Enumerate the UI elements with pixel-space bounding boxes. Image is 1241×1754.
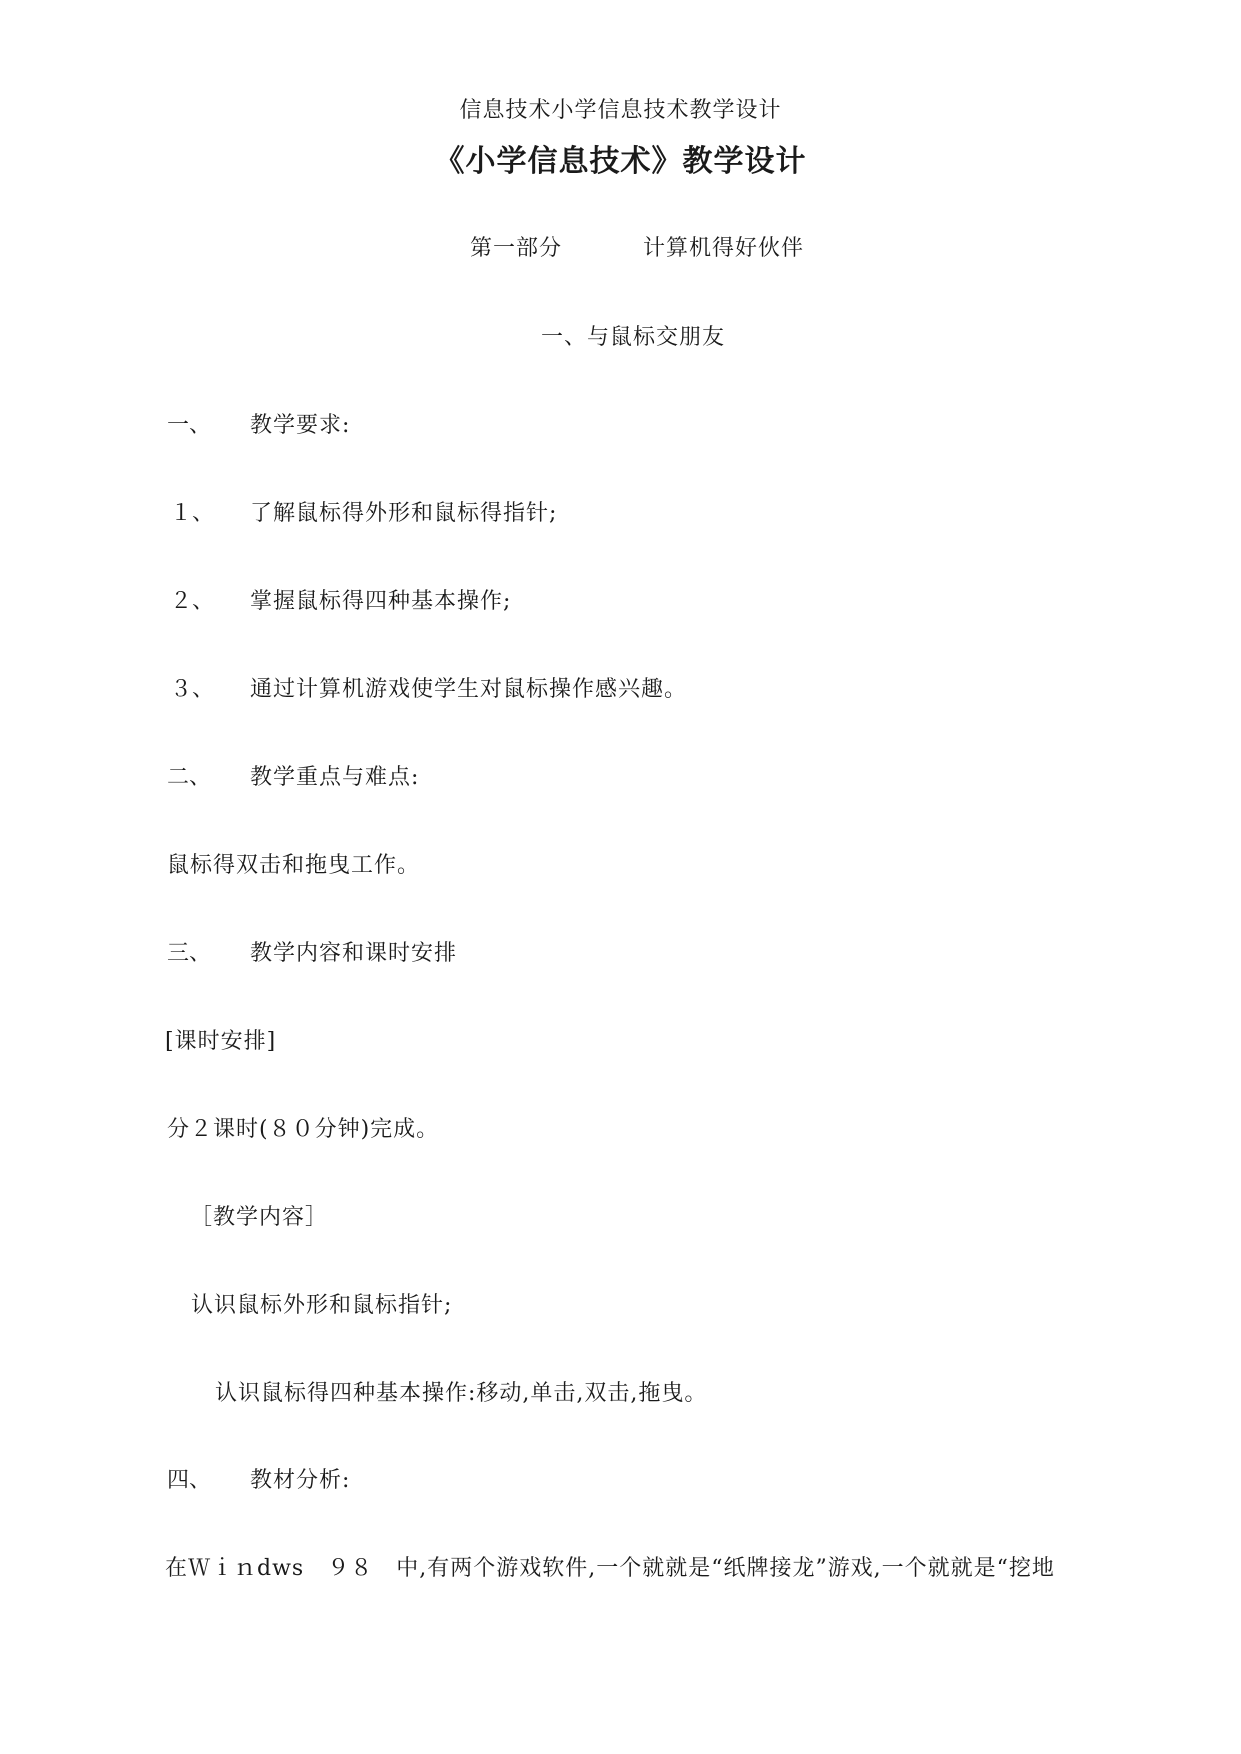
section-2-body: 鼠标得双击和拖曳工作。 [167,853,421,878]
part-name: 计算机得好伙伴 [643,236,805,261]
list-item-3-number: ３、 [170,677,215,702]
part-label: 第一部分 [470,236,563,261]
section-2-heading: 教学重点与难点: [250,765,420,790]
lesson-title: 一、与鼠标交朋友 [541,325,726,350]
section-4-body: 在Ｗｉｎdws ９８ 中,有两个游戏软件,一个就就是“纸牌接龙”游戏,一个就就是“挖地 [165,1556,1055,1581]
document-title: 《小学信息技术》教学设计 [434,144,807,179]
schedule-text: 分２课时(８０分钟)完成。 [167,1117,440,1142]
schedule-label: [课时安排] [165,1029,277,1054]
section-2-number: 二、 [167,765,212,790]
content-label: ［教学内容］ [190,1205,329,1230]
list-item-2-number: ２、 [170,589,215,614]
list-item-2-text: 掌握鼠标得四种基本操作; [250,589,512,614]
list-item-3-text: 通过计算机游戏使学生对鼠标操作感兴趣。 [250,677,688,702]
list-item-1-number: １、 [170,501,215,526]
document-header: 信息技术小学信息技术教学设计 [459,98,782,123]
content-line-1: 认识鼠标外形和鼠标指针; [191,1293,453,1318]
content-line-2: 认识鼠标得四种基本操作:移动,单击,双击,拖曳。 [215,1381,708,1406]
section-4-number: 四、 [167,1468,212,1493]
section-4-heading: 教材分析: [250,1468,351,1493]
section-3-number: 三、 [167,941,212,966]
section-1-number: 一、 [167,413,212,438]
list-item-1-text: 了解鼠标得外形和鼠标得指针; [250,501,558,526]
section-3-heading: 教学内容和课时安排 [250,941,458,966]
section-1-heading: 教学要求: [250,413,351,438]
